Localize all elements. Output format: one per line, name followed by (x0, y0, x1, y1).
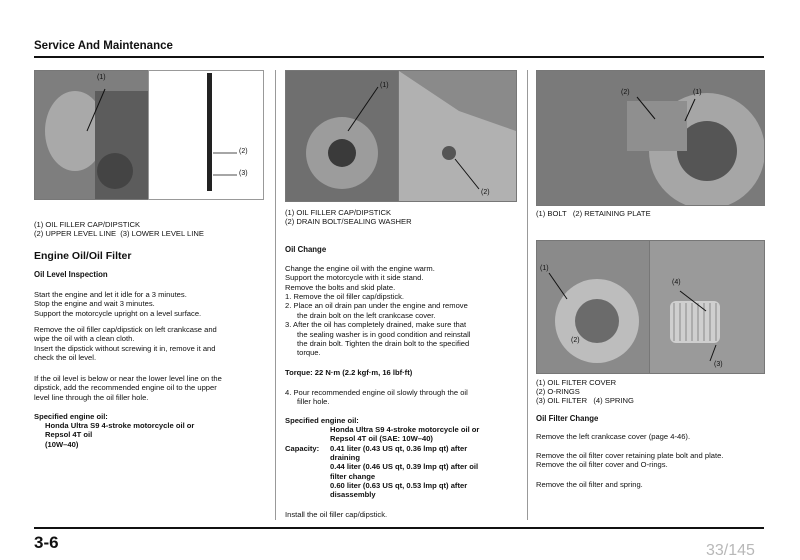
caption-col3-2: (1) OIL FILTER COVER (2) O-RINGS (3) OIL FILTER (4) SPRING (536, 378, 634, 405)
para-remove-filter: Remove the oil filter and spring. (536, 480, 643, 489)
photo-oil-filter (649, 240, 765, 374)
para-remove-plate: Remove the oil filter cover retaining plate bolt and plate. Remove the oil filter cover and O-rings. (536, 451, 724, 470)
callout-2: (2) (571, 337, 580, 344)
callout-2: (2) (239, 148, 248, 155)
para-remove-dipstick: Remove the oil filler cap/dipstick on left crankcase and wipe the oil with a clean cloth. Insert the dipstick without screwing it in, remove it and check the oil level. (34, 325, 217, 363)
photo-illustration (286, 71, 399, 201)
caption-col3-1: (1) BOLT (2) RETAINING PLATE (536, 209, 651, 218)
para-oil-change-intro: Change the engine oil with the engine warm. Support the motorcycle with it side stand. Remove the bolts and skid plate. (285, 264, 435, 292)
steps-list: 1. Remove the oil filler cap/dipstick. 2. Place an oil drain pan under the engine and remove the drain bolt on the left crankcase cover. 3. After the oil has completely drained, make sure that the sealing washer is in good condition and reinstall the drain bolt. Tighten the drain bolt to the specified torque. (285, 292, 520, 358)
photo-oil-filler-cap (34, 70, 150, 200)
caption-col1: (1) OIL FILLER CAP/DIPSTICK (2) UPPER LEVEL LINE (3) LOWER LEVEL LINE (34, 220, 204, 238)
subsection-oil-change: Oil Change (285, 245, 327, 254)
callout-4: (4) (672, 279, 681, 286)
callout-1: (1) (693, 89, 702, 96)
dipstick-illustration (149, 71, 263, 199)
callout-2: (2) (481, 189, 490, 196)
callout-2: (2) (621, 89, 630, 96)
photo-filler-cap-2 (285, 70, 400, 202)
section-title: Engine Oil/Oil Filter (34, 250, 132, 262)
column-divider-1 (275, 70, 276, 520)
photo-filter-cover (536, 240, 651, 374)
page-counter: 33/145 (706, 542, 755, 559)
photo-illustration (537, 71, 764, 205)
photo-drain-bolt (398, 70, 517, 202)
para-add-oil: If the oil level is below or near the lower level line on the dipstick, add the recommended engine oil to the upper level line through the oil filler hole. (34, 374, 222, 402)
callout-1: (1) (540, 265, 549, 272)
callout-1: (1) (97, 74, 106, 81)
step-2: 2. Place an oil drain pan under the engine and remove (285, 301, 468, 311)
page-header-title: Service And Maintenance (34, 40, 173, 52)
step-1: 1. Remove the oil filler cap/dipstick. (285, 292, 405, 301)
capacity-spec: Capacity: 0.41 liter (0.43 US qt, 0.36 lmp qt) after draining 0.44 liter (0.46 US qt, 0.39 lmp qt) after oil filter change 0.60 liter (0.63 US qt, 0.53 lmp qt) after disassembly (285, 444, 479, 500)
subsection-oil-filter-change: Oil Filter Change (536, 414, 599, 423)
torque-spec: Torque: 22 N·m (2.2 kgf·m, 16 lbf·ft) (285, 368, 413, 377)
column-divider-2 (527, 70, 528, 520)
footer-rule (34, 527, 764, 529)
header-rule (34, 56, 764, 58)
page-number: 3-6 (34, 533, 59, 552)
para-idle: Start the engine and let it idle for a 3 minutes. Stop the engine and wait 3 minutes. Support the motorcycle upright on a level surface. (34, 290, 202, 318)
spec-oil-col1: Specified engine oil: Honda Ultra S9 4-stroke motorcycle oil or Repsol 4T oil (10W–40) (34, 412, 195, 449)
para-remove-cover: Remove the left crankcase cover (page 4-46). (536, 432, 691, 441)
para-install-cap: Install the oil filler cap/dipstick. (285, 510, 388, 519)
callout-3: (3) (714, 361, 723, 368)
spec-oil-col2: Specified engine oil: Honda Ultra S9 4-stroke motorcycle oil or Repsol 4T oil (SAE: 10W–40) (285, 416, 480, 444)
photo-retaining-plate (536, 70, 765, 206)
photo-illustration (650, 241, 764, 373)
callout-1: (1) (380, 82, 389, 89)
photo-illustration (35, 71, 149, 199)
step-4: 4. Pour recommended engine oil slowly through the oil filler hole. (285, 388, 468, 407)
caption-col2: (1) OIL FILLER CAP/DIPSTICK (2) DRAIN BOLT/SEALING WASHER (285, 208, 412, 226)
photo-dipstick (148, 70, 264, 200)
callout-3: (3) (239, 170, 248, 177)
photo-illustration (399, 71, 516, 201)
photo-illustration (537, 241, 650, 373)
subsection-oil-level-inspection: Oil Level Inspection (34, 270, 108, 279)
step-3: 3. After the oil has completely drained, make sure that (285, 320, 467, 330)
